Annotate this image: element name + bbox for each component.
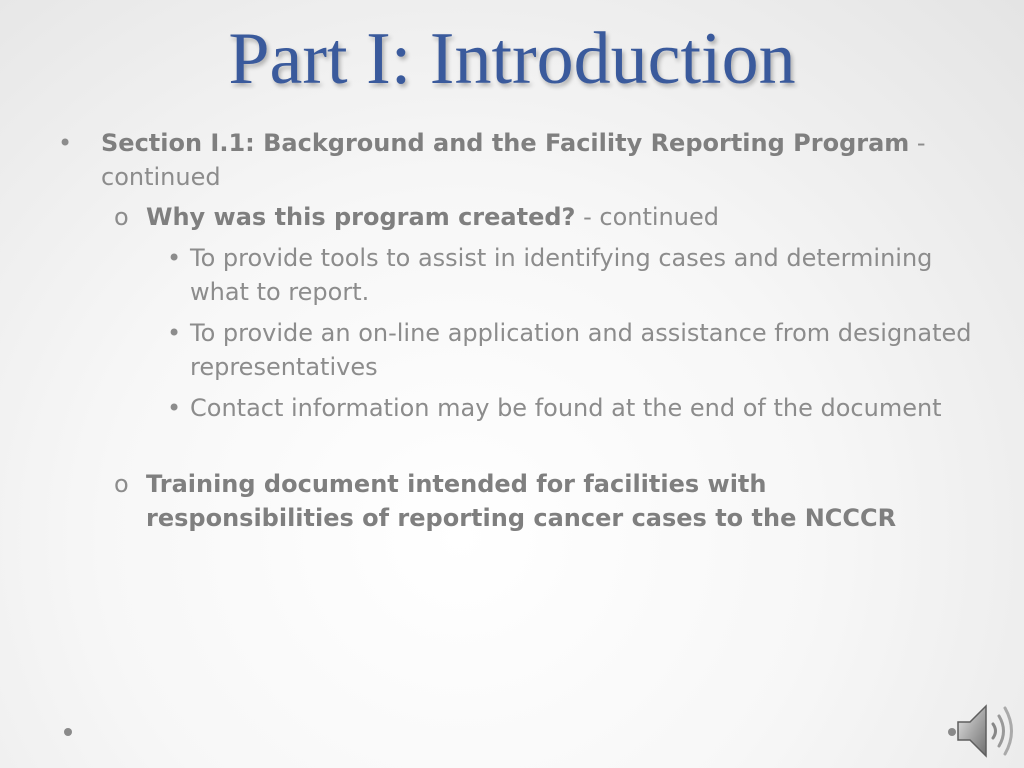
speaker-icon[interactable] [954,700,1020,762]
item-text: To provide tools to assist in identifying cases and determining what to report. [190,244,933,306]
bullet-marker: • [58,129,73,157]
item-text: - continued [575,203,719,231]
item-text: Contact information may be found at the end of the document [190,394,942,422]
list-item [190,241,980,309]
decorative-dot-left [64,728,72,736]
bullet-marker: • [167,319,182,347]
item-text: To provide an on-line application and assistance from designated representatives [190,319,972,381]
bullet-marker: • [167,394,182,422]
item-bold-text: Why was this program created? [146,203,576,231]
list-item [190,316,980,384]
item-text: - continued [101,129,926,191]
item-bold-text: Training document intended for facilities with responsibilities of reporting cancer cases to the NCCCR [146,470,897,532]
item-bold-text: Section I.1: Background and the Facility Reporting Program [101,129,910,157]
bullet-marker: o [114,470,129,498]
list-item [190,391,980,425]
list-item [146,200,976,234]
bullet-marker: • [167,244,182,272]
list-item [146,467,976,535]
slide-title: Part I: Introduction [228,18,796,100]
bullet-marker: o [114,203,129,231]
list-item [101,126,981,194]
